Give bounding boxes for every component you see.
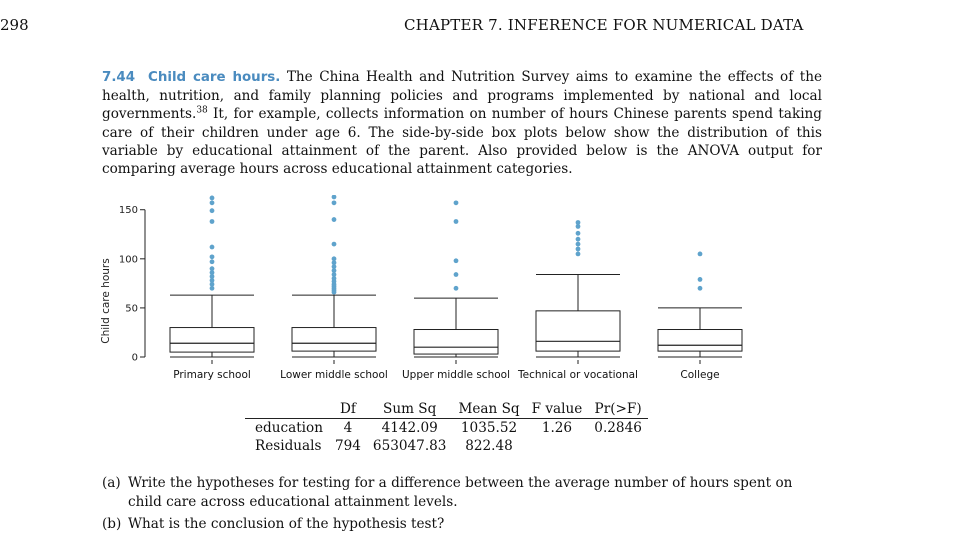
x-tick-label: Upper middle school — [402, 369, 510, 381]
outlier-point — [698, 286, 703, 291]
outlier-point — [576, 220, 581, 225]
y-tick-label: 100 — [118, 254, 138, 266]
anova-fvalue: 1.26 — [541, 420, 573, 436]
anova-header-fvalue: F value — [531, 401, 583, 417]
outlier-point — [454, 219, 459, 224]
exercise-statement — [102, 68, 822, 178]
box-iqr — [414, 330, 498, 355]
table-row — [245, 437, 648, 455]
anova-header-sumsq: Sum Sq — [383, 401, 437, 417]
outlier-point — [454, 200, 459, 205]
outlier-point — [210, 219, 215, 224]
exercise-text: The China Health and Nutrition Survey aims to examine the effects of the health, nutrition, and family planning policies and programs implemented by national and local governments. — [102, 69, 822, 123]
outlier-point — [332, 256, 337, 261]
box-iqr — [536, 311, 620, 351]
question-text: Write the hypotheses for testing for a difference between the average number of hours spent on child care across educational attainment levels. — [128, 475, 793, 510]
box-iqr — [292, 328, 376, 352]
question-item — [102, 515, 822, 534]
exercise-text-continued: It, for example, collects information on number of hours Chinese parents spend taking care of their children under age 6. The side-by-side box plots below show the distribution of this variable by educational attainment of the parent. Also provided below is the ANOVA output for comparing average hours across educational attainment categories. — [102, 106, 822, 178]
anova-row-label: education — [255, 420, 323, 436]
anova-header-row — [245, 400, 648, 419]
anova-header-df: Df — [339, 401, 356, 417]
y-axis-label: Child care hours — [100, 258, 112, 344]
question-label: (b) — [102, 516, 122, 532]
outlier-point — [454, 272, 459, 277]
outlier-point — [210, 266, 215, 271]
outlier-point — [698, 252, 703, 257]
outlier-point — [332, 195, 337, 199]
outlier-point — [210, 196, 215, 201]
outlier-point — [576, 247, 581, 252]
anova-row-label: Residuals — [255, 438, 322, 454]
y-tick-label: 150 — [118, 205, 138, 217]
anova-meansq: 822.48 — [465, 438, 513, 454]
outlier-point — [454, 258, 459, 263]
page-number: 298 — [0, 16, 29, 34]
chapter-header: CHAPTER 7. INFERENCE FOR NUMERICAL DATA — [404, 16, 804, 34]
outlier-point — [210, 208, 215, 213]
table-row — [245, 419, 648, 438]
outlier-point — [332, 217, 337, 222]
anova-sumsq: 653047.83 — [372, 438, 447, 454]
anova-pvalue — [588, 437, 648, 455]
footnote-marker[interactable]: 38 — [196, 105, 208, 116]
question-list — [102, 474, 822, 537]
outlier-point — [210, 259, 215, 264]
anova-header-pvalue: Pr(>F) — [594, 401, 642, 417]
exercise-number: 7.44 — [102, 70, 136, 85]
box-iqr — [170, 328, 254, 353]
anova-header-meansq: Mean Sq — [458, 401, 520, 417]
outlier-point — [576, 242, 581, 247]
anova-df: 4 — [343, 420, 353, 436]
x-tick-label: College — [680, 369, 720, 381]
outlier-point — [454, 286, 459, 291]
outlier-point — [210, 245, 215, 250]
question-item — [102, 474, 822, 512]
question-label: (a) — [102, 475, 121, 491]
anova-sumsq: 4142.09 — [381, 420, 438, 436]
outlier-point — [576, 231, 581, 236]
outlier-point — [576, 252, 581, 257]
outlier-point — [698, 277, 703, 282]
outlier-point — [332, 200, 337, 205]
question-text: What is the conclusion of the hypothesis test? — [128, 516, 445, 532]
outlier-point — [576, 237, 581, 242]
x-tick-label: Primary school — [173, 369, 251, 381]
y-tick-label: 0 — [131, 352, 138, 364]
anova-table — [245, 400, 648, 455]
exercise-title: Child care hours. — [148, 70, 281, 85]
box-iqr — [658, 330, 742, 352]
box-plot-chart — [95, 195, 775, 390]
x-tick-label: Technical or vocational — [518, 369, 638, 381]
anova-header-blank — [245, 400, 329, 419]
anova-meansq: 1035.52 — [460, 420, 518, 436]
outlier-point — [332, 242, 337, 247]
x-tick-label: Lower middle school — [280, 369, 388, 381]
outlier-point — [210, 254, 215, 259]
anova-fvalue — [526, 437, 589, 455]
anova-df: 794 — [334, 438, 361, 454]
y-tick-label: 50 — [125, 303, 138, 315]
outlier-point — [210, 200, 215, 205]
anova-pvalue: 0.2846 — [594, 420, 642, 436]
